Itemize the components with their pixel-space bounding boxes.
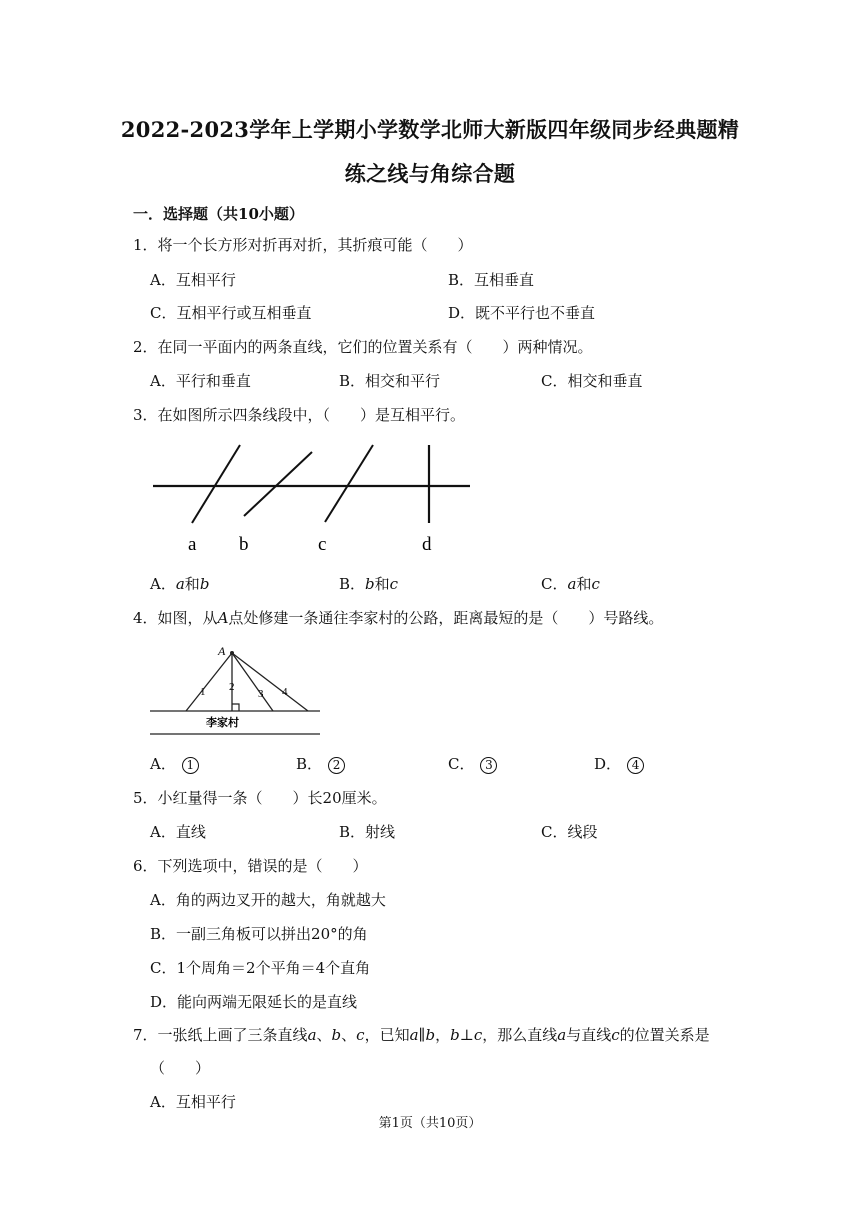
label-d: d — [422, 534, 432, 555]
question-6 — [133, 856, 368, 876]
circled-number: 2 — [328, 757, 345, 774]
page-footer: 第1页（共10页） — [378, 1116, 482, 1131]
question-5 — [133, 788, 387, 808]
question-number: 3． — [133, 406, 158, 424]
right-angle-mark — [232, 704, 239, 711]
point-a-dot — [230, 651, 234, 655]
q4-option-d: D． 4 — [594, 754, 644, 774]
q1-option-b: B．互相垂直 — [448, 271, 535, 289]
q1-option-d: D．既不平行也不垂直 — [448, 304, 596, 322]
label-b: b — [239, 534, 249, 555]
q2-option-b: B．相交和平行 — [339, 372, 441, 390]
route-1 — [186, 653, 232, 711]
q5-option-a: A．直线 — [150, 823, 206, 841]
document-title-line1: 2022-2023学年上学期小学数学北师大新版四年级同步经典题精 — [120, 117, 740, 142]
question-2 — [133, 337, 593, 357]
circled-number: 4 — [627, 757, 644, 774]
question-number: 5． — [133, 789, 158, 807]
question-number: 2． — [133, 338, 158, 356]
parallel-segments-figure — [150, 440, 480, 560]
question-text: 小红量得一条（ ）长20厘米。 — [157, 789, 387, 807]
segment-c — [325, 445, 373, 522]
question-7: 7．一张纸上画了三条直线a、b、c，已知a∥b，b⊥c，那么直线a与直线c的位置关系是 — [133, 1026, 710, 1044]
q5-option-b: B．射线 — [339, 823, 396, 841]
q6-option-c: C．1个周角＝2个平角＝4个直角 — [150, 959, 371, 977]
q6-option-d: D．能向两端无限延长的是直线 — [150, 993, 358, 1011]
question-3 — [133, 405, 465, 425]
question-text: 在同一平面内的两条直线，它们的位置关系有（ ）两种情况。 — [157, 338, 593, 356]
q6-option-b: B．一副三角板可以拼出20°的角 — [150, 925, 368, 943]
q4-option-a: A． 1 — [150, 754, 199, 774]
q5-option-c: C．线段 — [541, 823, 598, 841]
q4-option-c: C． 3 — [448, 754, 497, 774]
question-text: 将一个长方形对折再对折，其折痕可能（ ） — [157, 236, 473, 254]
q4-option-b: B． 2 — [296, 754, 345, 774]
q1-option-c: C．互相平行或互相垂直 — [150, 304, 312, 322]
section-heading: 一．选择题（共10小题） — [133, 205, 304, 223]
question-number: 1． — [133, 236, 158, 254]
q1-option-a: A．互相平行 — [150, 271, 236, 289]
q3-option-c: C．a和c — [541, 575, 600, 593]
question-number: 4． — [133, 609, 158, 627]
segment-b — [244, 452, 312, 516]
q3-option-b: B．b和c — [339, 575, 399, 593]
question-text: 下列选项中，错误的是（ ） — [157, 857, 368, 875]
route-1-label: 1 — [200, 686, 206, 698]
q2-option-a: A．平行和垂直 — [150, 372, 251, 390]
q2-option-c: C．相交和垂直 — [541, 372, 643, 390]
question-number: 6． — [133, 857, 158, 875]
question-1 — [133, 235, 473, 255]
circled-number: 3 — [480, 757, 497, 774]
question-7-blank: （ ） — [150, 1059, 211, 1077]
route-figure — [148, 640, 328, 740]
route-3-label: 3 — [258, 688, 264, 700]
q3-option-a: A．a和b — [150, 575, 210, 593]
route-4 — [232, 653, 308, 711]
question-text: 在如图所示四条线段中，（ ）是互相平行。 — [157, 406, 466, 424]
route-3 — [232, 653, 273, 711]
village-label: 李家村 — [206, 716, 239, 729]
q7-option-a: A．互相平行 — [150, 1093, 236, 1111]
segment-a — [192, 445, 240, 523]
q6-option-a: A．角的两边叉开的越大，角就越大 — [150, 891, 386, 909]
label-a: a — [188, 534, 197, 555]
point-a-label: A — [218, 644, 226, 658]
route-4-label: 4 — [282, 686, 288, 698]
question-4: 4．如图，从A点处修建一条通往李家村的公路，距离最短的是（ ）号路线。 — [133, 609, 664, 627]
label-c: c — [318, 534, 327, 555]
circled-number: 1 — [182, 757, 199, 774]
question-number: 7． — [133, 1026, 158, 1044]
route-2-label: 2 — [229, 681, 235, 693]
document-title-line2: 练之线与角综合题 — [344, 161, 516, 186]
